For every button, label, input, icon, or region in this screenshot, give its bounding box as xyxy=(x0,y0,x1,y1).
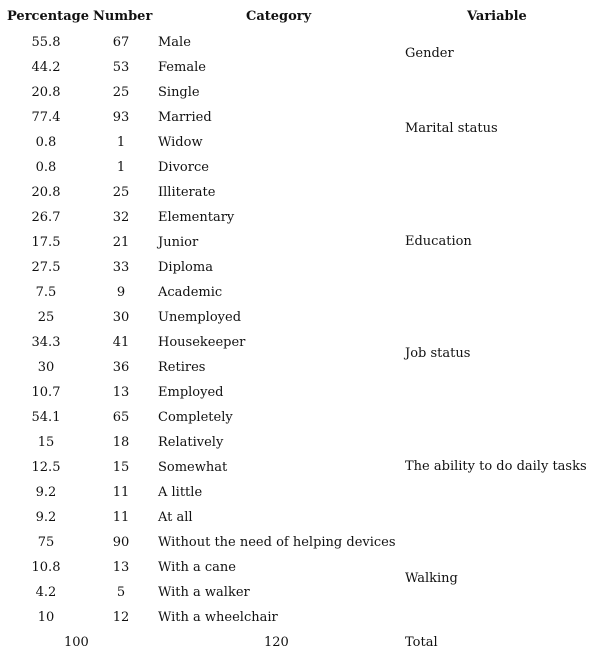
table-row xyxy=(0,280,606,305)
cell-percentage: 10.8 xyxy=(31,560,61,575)
cell-number: 25 xyxy=(112,185,130,200)
cell-percentage: 17.5 xyxy=(31,235,61,250)
header-number: Number xyxy=(93,9,153,24)
cell-percentage: 9.2 xyxy=(35,510,57,525)
cell-number: 53 xyxy=(112,60,130,75)
table-row xyxy=(0,530,606,555)
cell-percentage: 75 xyxy=(37,535,55,550)
cell-category: Academic xyxy=(158,285,223,300)
cell-percentage: 10.7 xyxy=(31,385,61,400)
cell-percentage: 9.2 xyxy=(35,485,57,500)
cell-category: Housekeeper xyxy=(158,335,246,350)
cell-percentage: 34.3 xyxy=(31,335,61,350)
cell-number: 90 xyxy=(112,535,130,550)
cell-category: Somewhat xyxy=(158,460,228,475)
total-percentage: 100 xyxy=(64,635,89,650)
table-row xyxy=(0,555,606,580)
table-row xyxy=(0,305,606,330)
cell-category: Employed xyxy=(158,385,224,400)
table-row xyxy=(0,205,606,230)
cell-percentage: 27.5 xyxy=(31,260,61,275)
cell-percentage: 10 xyxy=(37,610,55,625)
variable-marital-status: Marital status xyxy=(405,121,498,136)
cell-percentage: 20.8 xyxy=(31,85,61,100)
table-row xyxy=(0,255,606,280)
table-row xyxy=(0,505,606,530)
table-row xyxy=(0,405,606,430)
cell-number: 18 xyxy=(112,435,130,450)
variable-education: Education xyxy=(405,234,472,249)
cell-category: Male xyxy=(158,35,191,50)
cell-number: 11 xyxy=(112,485,130,500)
table-row xyxy=(0,430,606,455)
variable-walking: Walking xyxy=(405,571,458,586)
cell-category: Diploma xyxy=(158,260,213,275)
cell-percentage: 0.8 xyxy=(35,160,57,175)
cell-category: Without the need of helping devices xyxy=(158,535,396,550)
cell-category: Single xyxy=(158,85,200,100)
cell-category: Elementary xyxy=(158,210,235,225)
table-row xyxy=(0,130,606,155)
table-row xyxy=(0,155,606,180)
cell-number: 15 xyxy=(112,460,130,475)
cell-category: A little xyxy=(158,485,203,500)
variable-gender: Gender xyxy=(405,46,454,61)
cell-number: 36 xyxy=(112,360,130,375)
cell-number: 9 xyxy=(116,285,126,300)
cell-number: 1 xyxy=(116,135,126,150)
cell-category: Widow xyxy=(158,135,203,150)
cell-category: Unemployed xyxy=(158,310,242,325)
cell-category: Married xyxy=(158,110,212,125)
cell-percentage: 44.2 xyxy=(31,60,61,75)
table-row xyxy=(0,380,606,405)
cell-number: 67 xyxy=(112,35,130,50)
table-row xyxy=(0,480,606,505)
cell-category: With a wheelchair xyxy=(158,610,278,625)
cell-category: Relatively xyxy=(158,435,224,450)
cell-percentage: 0.8 xyxy=(35,135,57,150)
cell-percentage: 4.2 xyxy=(35,585,57,600)
cell-number: 12 xyxy=(112,610,130,625)
variable-daily-tasks: The ability to do daily tasks xyxy=(405,459,587,474)
cell-percentage: 7.5 xyxy=(35,285,57,300)
cell-number: 13 xyxy=(112,385,130,400)
cell-number: 5 xyxy=(116,585,126,600)
cell-percentage: 55.8 xyxy=(31,35,61,50)
cell-category: Illiterate xyxy=(158,185,216,200)
cell-percentage: 15 xyxy=(37,435,55,450)
cell-category: Completely xyxy=(158,410,233,425)
header-variable: Variable xyxy=(467,9,527,24)
table-row xyxy=(0,230,606,255)
table-row xyxy=(0,355,606,380)
cell-number: 21 xyxy=(112,235,130,250)
cell-percentage: 77.4 xyxy=(31,110,61,125)
table-row xyxy=(0,30,606,55)
cell-number: 93 xyxy=(112,110,130,125)
cell-percentage: 26.7 xyxy=(31,210,61,225)
variable-job-status: Job status xyxy=(405,346,471,361)
total-row xyxy=(0,630,606,655)
table-row xyxy=(0,80,606,105)
table-row xyxy=(0,180,606,205)
cell-percentage: 25 xyxy=(37,310,55,325)
cell-category: At all xyxy=(158,510,193,525)
table-row xyxy=(0,605,606,630)
cell-category: Junior xyxy=(158,235,199,250)
cell-percentage: 20.8 xyxy=(31,185,61,200)
total-number: 120 xyxy=(264,635,289,650)
cell-category: Female xyxy=(158,60,206,75)
cell-number: 32 xyxy=(112,210,130,225)
header-percentage: Percentage xyxy=(7,9,89,24)
cell-number: 11 xyxy=(112,510,130,525)
cell-number: 1 xyxy=(116,160,126,175)
cell-number: 25 xyxy=(112,85,130,100)
header-category: Category xyxy=(246,9,312,24)
table-row xyxy=(0,55,606,80)
table-row xyxy=(0,330,606,355)
cell-number: 33 xyxy=(112,260,130,275)
cell-percentage: 54.1 xyxy=(31,410,61,425)
cell-number: 65 xyxy=(112,410,130,425)
cell-category: With a walker xyxy=(158,585,250,600)
cell-percentage: 30 xyxy=(37,360,55,375)
table-row xyxy=(0,580,606,605)
cell-category: Divorce xyxy=(158,160,209,175)
table-row xyxy=(0,455,606,480)
cell-category: With a cane xyxy=(158,560,236,575)
table-row xyxy=(0,105,606,130)
cell-number: 30 xyxy=(112,310,130,325)
cell-number: 41 xyxy=(112,335,130,350)
cell-percentage: 12.5 xyxy=(31,460,61,475)
cell-category: Retires xyxy=(158,360,206,375)
cell-number: 13 xyxy=(112,560,130,575)
total-label: Total xyxy=(405,635,438,650)
